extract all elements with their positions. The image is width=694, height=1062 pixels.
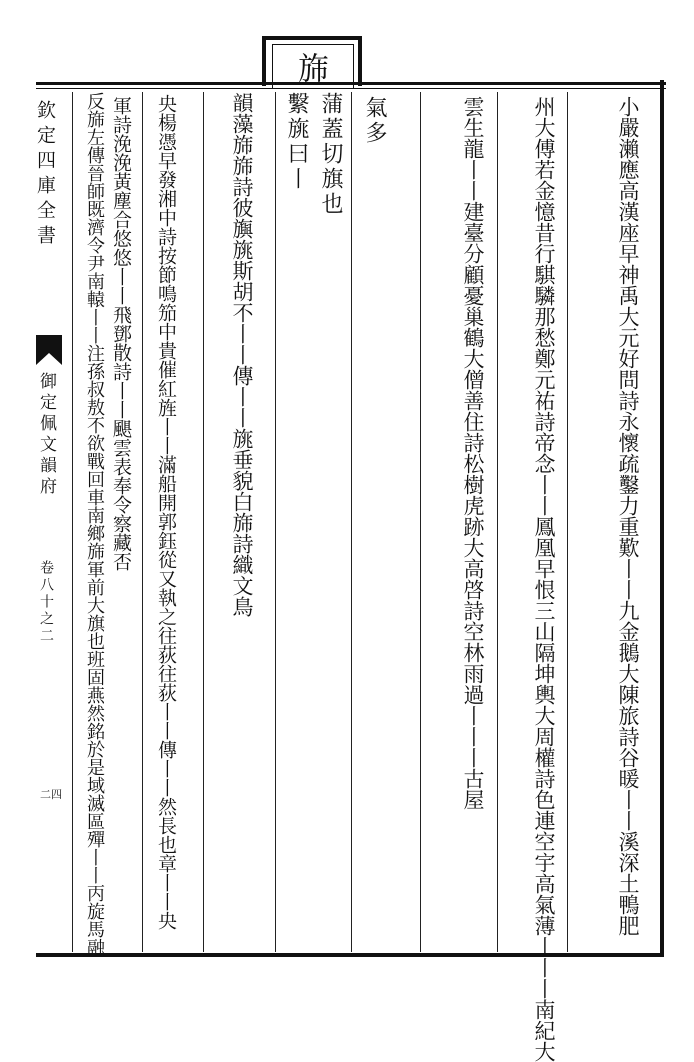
column-rule (203, 92, 204, 952)
text-column-4: 氣多 (362, 96, 387, 146)
frame-top-inner-border (36, 88, 666, 89)
heading-tab-inner-border (272, 44, 354, 45)
section-title: 御定佩文韻府 (36, 372, 56, 498)
heading-character: 旆 (292, 52, 328, 84)
text-column-7: 韻藻旆旆詩彼旟旐斯胡不丨丨傳丨丨旐垂貌白旆詩織文鳥 (230, 92, 254, 617)
heading-tab-border-right (358, 36, 362, 86)
frame-right-border (660, 80, 664, 956)
fishtail-mark (36, 335, 62, 365)
text-column-10: 反旆左傳晉師既濟令尹南轅丨丨注孫叔敖不欲戰回車南鄉旆軍前大旗也班固燕然銘於是域滅區殫丨丨丙旋馬融 (84, 92, 105, 956)
column-rule (142, 92, 143, 952)
column-rule (420, 92, 421, 952)
page-number: 二四 (40, 788, 62, 801)
column-rule (275, 92, 276, 952)
text-column-5: 蒲蓋切旗也 (318, 92, 343, 217)
volume-marker: 卷八十之二 (38, 560, 54, 645)
column-rule (351, 92, 352, 952)
frame-top-border (36, 82, 666, 85)
text-column-9: 軍詩浼浼黃塵合悠悠丨丨飛鄧散詩丨丨颶雲表奉令察藏否 (110, 96, 132, 571)
text-column-3: 雲生龍丨丨建臺分顧憂巢鶴大僧善住詩松樹虎跡大高啓詩空林雨過丨丨丨古屋 (461, 96, 485, 810)
text-column-6: 繫旐曰丨 (284, 92, 309, 192)
column-rule (72, 92, 73, 952)
heading-tab-border (262, 36, 362, 40)
heading-tab-border-left (262, 36, 266, 86)
text-column-8: 央楊憑早發湘中詩按節鳴笳中貴催紅旌丨丨滿船開郭鈺從又執之往荻往荻丨丨傳丨丨然長也章丨丨央 (155, 94, 177, 930)
text-column-2: 州大傅若金憶昔行騏驎那愁鄭元祐詩帝念丨丨鳳凰早恨三山隔坤輿大周權詩色連空宇高氣薄丨丨丨南紀大 (532, 96, 556, 1062)
text-column-1: 小嚴瀨應高漢座早神禹大元好問詩永懷疏鑿力重歎丨丨九金鵝大陳旅詩谷暖丨丨溪深土鴨肥 (616, 96, 640, 936)
book-title: 欽定四庫全書 (34, 100, 56, 250)
